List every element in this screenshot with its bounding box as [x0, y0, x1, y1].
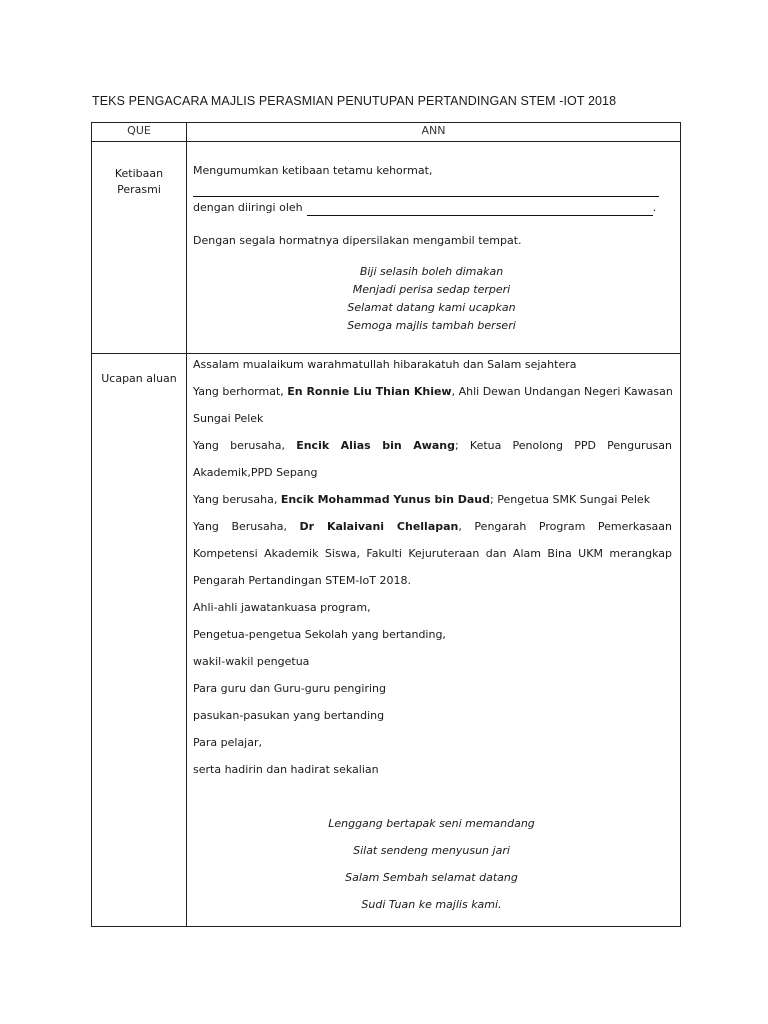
announcement-text: Mengumumkan ketibaan tetamu kehormat, — [193, 164, 433, 177]
guest-name: Dr Kalaivani Chellapan — [299, 520, 459, 533]
pantun-line: Silat sendeng menyusun jari — [353, 844, 510, 857]
guest-role: , Ahli Dewan Undangan Negeri Kawasan — [451, 385, 673, 398]
guest-line — [193, 486, 680, 513]
ann-cell — [187, 142, 681, 354]
pantun-line: Salam Sembah selamat datang — [345, 871, 518, 884]
invitation-text: Dengan segala hormatnya dipersilakan mengambil tempat. — [193, 233, 522, 247]
greeting-line: wakil-wakil pengetua — [193, 655, 310, 668]
pantun-verse — [193, 810, 680, 918]
pantun-line: Biji selasih boleh dimakan — [359, 264, 504, 278]
header-ann: ANN — [187, 123, 681, 142]
table-row — [92, 354, 681, 927]
guest-role-cont: Kompetensi Akademik Siswa, Fakulti Kejuruteraan dan Alam Bina UKM merangkap — [193, 547, 672, 560]
guest-line — [193, 378, 680, 405]
guest-role: ; Ketua Penolong PPD Pengurusan — [455, 439, 672, 452]
greeting-line: Ahli-ahli jawatankuasa program, — [193, 601, 371, 614]
guest-name: Encik Mohammad Yunus bin Daud — [280, 493, 491, 506]
pantun-verse — [193, 263, 680, 335]
escort-end: . — [652, 200, 657, 214]
table-header-row — [92, 123, 681, 142]
pantun-line: Semoga majlis tambah berseri — [347, 318, 516, 332]
guest-title: Yang berhormat, — [193, 385, 288, 398]
greeting-line: Para guru dan Guru-guru pengiring — [193, 682, 386, 695]
guest-role-cont: Akademik,PPD Sepang — [193, 466, 318, 479]
que-label: Ketibaan — [114, 167, 164, 180]
script-table — [91, 122, 681, 927]
guest-role: , Pengarah Program Pemerkasaan — [458, 520, 673, 533]
que-cell — [92, 354, 187, 927]
header-que: QUE — [92, 123, 187, 142]
guest-title: Yang berusaha, — [193, 493, 281, 506]
pantun-line: Lenggang bertapak seni memandang — [328, 817, 535, 830]
que-label: Ucapan aluan — [101, 372, 177, 385]
guest-role-cont: Sungai Pelek — [193, 412, 264, 425]
guest-line — [193, 432, 680, 459]
greeting-line: Pengetua-pengetua Sekolah yang bertanding, — [193, 628, 446, 641]
guest-title: Yang berusaha, — [193, 439, 297, 452]
greeting-line: pasukan-pasukan yang bertanding — [193, 709, 385, 722]
document-title: TEKS PENGACARA MAJLIS PERASMIAN PENUTUPAN PERTANDINGAN STEM -IOT 2018 — [92, 94, 617, 108]
salam-text: Assalam mualaikum warahmatullah hibarakatuh dan Salam sejahtera — [193, 358, 577, 371]
guest-role-cont: Pengarah Pertandingan STEM-IoT 2018. — [193, 574, 411, 587]
guest-role: ; Pengetua SMK Sungai Pelek — [490, 493, 651, 506]
guest-title: Yang Berusaha, — [193, 520, 300, 533]
escort-line — [193, 200, 680, 216]
que-label: Perasmi — [117, 182, 161, 196]
ann-cell — [187, 354, 681, 927]
guest-name-blank — [193, 181, 659, 197]
escort-label: dengan diiringi oleh — [193, 200, 303, 214]
que-cell — [92, 142, 187, 354]
guest-name: En Ronnie Liu Thian Khiew — [287, 385, 452, 398]
pantun-line: Selamat datang kami ucapkan — [347, 300, 516, 314]
escort-name-blank — [307, 203, 653, 216]
greeting-line: Para pelajar, — [193, 736, 263, 749]
guest-name: Encik Alias bin Awang — [296, 439, 456, 452]
pantun-line: Sudi Tuan ke majlis kami. — [361, 898, 502, 911]
pantun-line: Menjadi perisa sedap terperi — [352, 282, 511, 296]
greeting-line: serta hadirin dan hadirat sekalian — [193, 763, 379, 776]
table-row — [92, 142, 681, 354]
guest-line — [193, 513, 680, 540]
